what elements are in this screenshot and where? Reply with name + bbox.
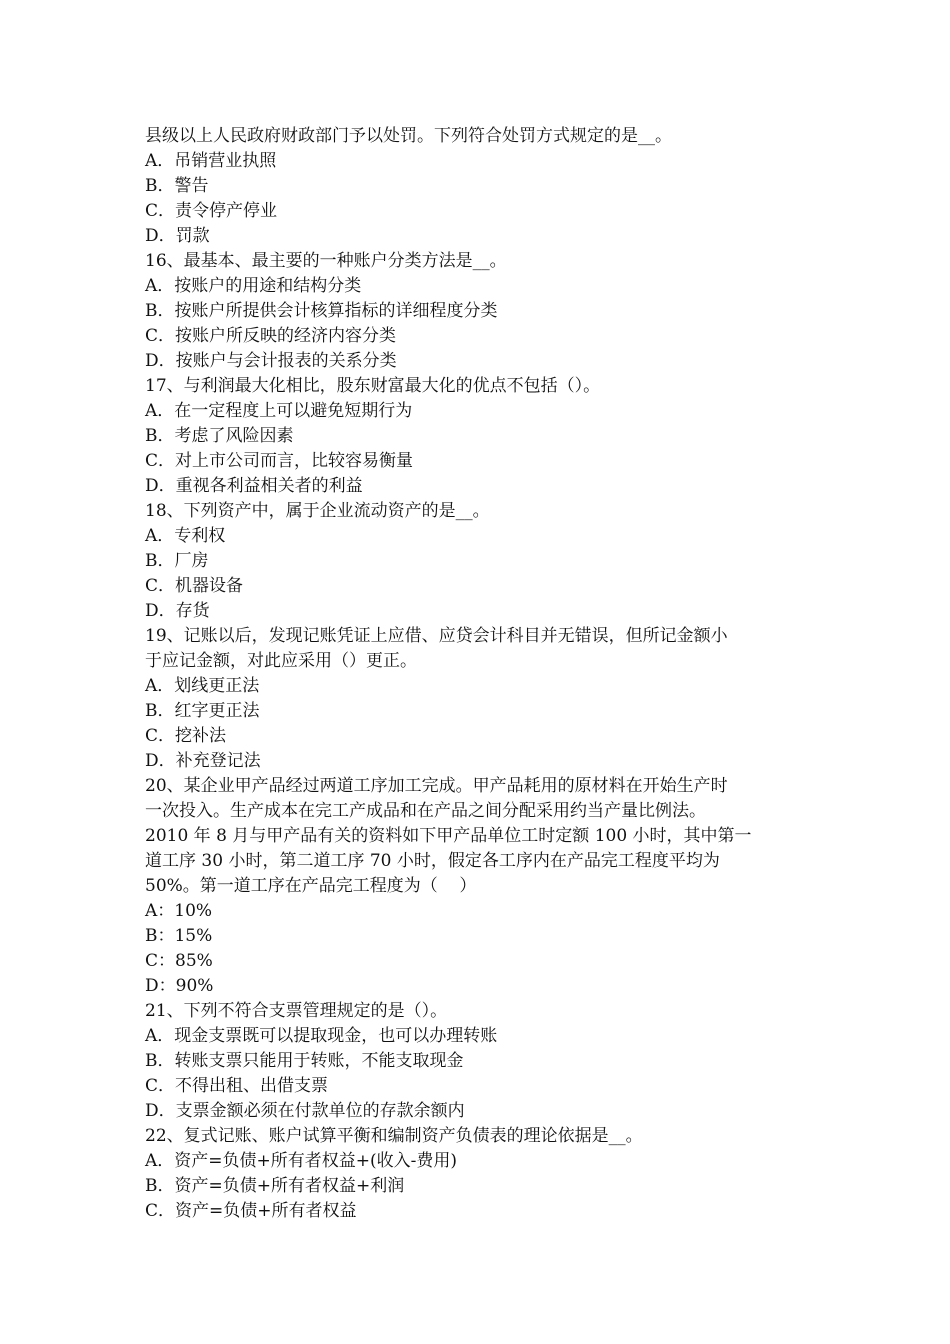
- question-text-line: 21、下列不符合支票管理规定的是（）。: [145, 1001, 448, 1021]
- answer-option: D．重视各利益相关者的利益: [145, 476, 363, 496]
- answer-option: A．专利权: [145, 526, 226, 546]
- answer-option: A．划线更正法: [145, 676, 260, 696]
- question-text-line: 一次投入。生产成本在完工产成品和在产品之间分配采用约当产量比例法。: [145, 801, 706, 821]
- answer-option: D．补充登记法: [145, 751, 261, 771]
- answer-option: C．按账户所反映的经济内容分类: [145, 326, 397, 346]
- answer-option: C．对上市公司而言，比较容易衡量: [145, 451, 414, 471]
- answer-option: D．支票金额必须在付款单位的存款余额内: [145, 1101, 465, 1121]
- answer-option: A．吊销营业执照: [145, 151, 277, 171]
- answer-option: B．资产=负债+所有者权益+利润: [145, 1176, 405, 1196]
- question-text-line: 县级以上人民政府财政部门予以处罚。下列符合处罚方式规定的是__。: [145, 126, 672, 146]
- answer-option: B．红字更正法: [145, 701, 260, 721]
- answer-option: B．警告: [145, 176, 209, 196]
- answer-option: A．按账户的用途和结构分类: [145, 276, 362, 296]
- question-text-line: 22、复式记账、账户试算平衡和编制资产负债表的理论依据是__。: [145, 1126, 643, 1146]
- answer-option: D．罚款: [145, 226, 210, 246]
- question-text-line: 16、最基本、最主要的一种账户分类方法是__。: [145, 251, 507, 271]
- answer-option: C．机器设备: [145, 576, 244, 596]
- question-text-line: 道工序 30 小时，第二道工序 70 小时，假定各工序内在产品完工程度平均为: [145, 851, 720, 871]
- answer-option: B：15%: [145, 926, 213, 946]
- answer-option: A．资产=负债+所有者权益+(收入-费用): [145, 1151, 458, 1171]
- answer-option: A．现金支票既可以提取现金，也可以办理转账: [145, 1026, 498, 1046]
- answer-option: C：85%: [145, 951, 213, 971]
- question-text-line: 于应记金额，对此应采用（）更正。: [145, 651, 417, 671]
- answer-option: B．考虑了风险因素: [145, 426, 294, 446]
- question-text-line: 20、某企业甲产品经过两道工序加工完成。甲产品耗用的原材料在开始生产时: [145, 776, 728, 796]
- answer-option: C．不得出租、出借支票: [145, 1076, 329, 1096]
- answer-option: C．资产=负债+所有者权益: [145, 1201, 357, 1221]
- answer-option: D．存货: [145, 601, 210, 621]
- answer-option: A：10%: [145, 901, 213, 921]
- question-text-line: 19、记账以后，发现记账凭证上应借、应贷会计科目并无错误，但所记金额小: [145, 626, 728, 646]
- answer-option: B．转账支票只能用于转账，不能支取现金: [145, 1051, 464, 1071]
- question-text-line: 2010 年 8 月与甲产品有关的资料如下甲产品单位工时定额 100 小时，其中第一: [145, 826, 752, 846]
- answer-option: B．厂房: [145, 551, 209, 571]
- answer-option: D．按账户与会计报表的关系分类: [145, 351, 397, 371]
- answer-option: D：90%: [145, 976, 214, 996]
- question-text-line: 17、与利润最大化相比，股东财富最大化的优点不包括（）。: [145, 376, 601, 396]
- document-body: [145, 124, 825, 1224]
- answer-option: C．责令停产停业: [145, 201, 278, 221]
- question-text-line: 50%。第一道工序在产品完工程度为（ ）: [145, 876, 477, 896]
- answer-option: A．在一定程度上可以避免短期行为: [145, 401, 413, 421]
- answer-option: C．挖补法: [145, 726, 227, 746]
- answer-option: B．按账户所提供会计核算指标的详细程度分类: [145, 301, 498, 321]
- question-text-line: 18、下列资产中，属于企业流动资产的是__。: [145, 501, 490, 521]
